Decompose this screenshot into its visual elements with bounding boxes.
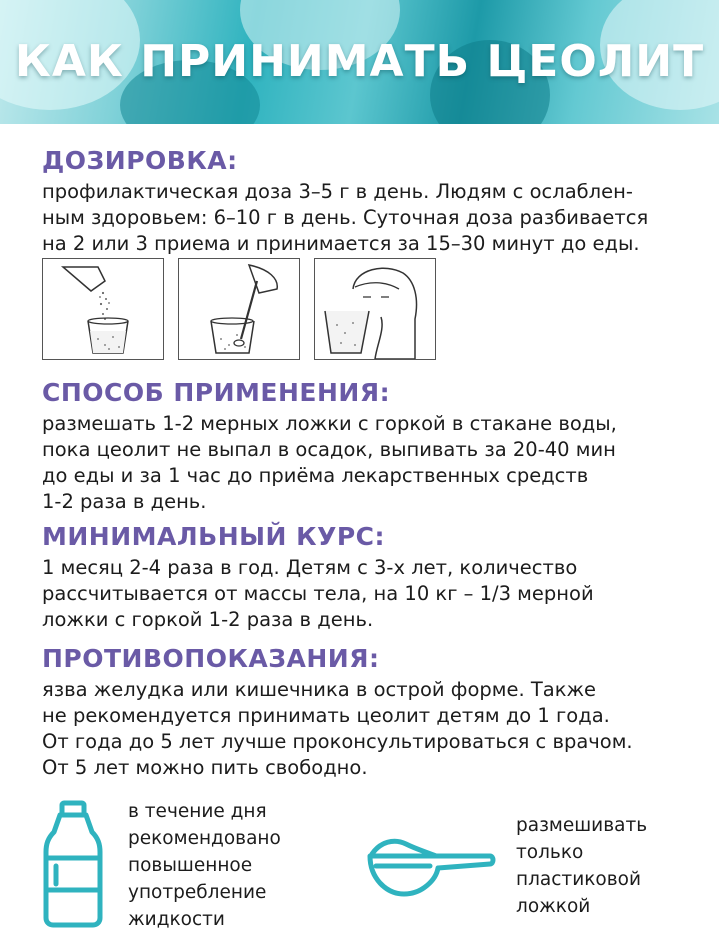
method-line: 1-2 раза в день. bbox=[42, 490, 207, 513]
method-line: размешать 1-2 мерных ложки с горкой в стакане воды, bbox=[42, 412, 617, 435]
dosage-heading: ДОЗИРОВКА: bbox=[42, 146, 238, 175]
tip-line: только bbox=[516, 842, 584, 863]
measuring-scoop-icon bbox=[366, 830, 496, 900]
course-line: 1 месяц 2-4 раза в год. Детям с 3-х лет, количество bbox=[42, 556, 578, 579]
method-section bbox=[42, 378, 699, 515]
dosage-line: профилактическая доза 3–5 г в день. Людям с ослаблен- bbox=[42, 180, 633, 203]
dosage-section bbox=[42, 146, 699, 257]
tip-line: пластиковой bbox=[516, 869, 641, 890]
page-title: КАК ПРИНИМАТЬ ЦЕОЛИТ bbox=[14, 36, 705, 87]
woman-drinking-icon bbox=[314, 258, 436, 360]
water-bottle-icon bbox=[42, 800, 104, 928]
contraindications-line: язва желудка или кишечника в острой форме. Также bbox=[42, 678, 597, 701]
tip-caption bbox=[516, 812, 647, 920]
contraindications-section bbox=[42, 644, 699, 781]
header-banner bbox=[0, 0, 719, 124]
tip-line: ложкой bbox=[516, 896, 591, 917]
tip-caption bbox=[128, 798, 281, 933]
pouring-sachet-icon bbox=[42, 258, 164, 360]
contraindications-line: От года до 5 лет лучше проконсультироваться с врачом. bbox=[42, 730, 633, 753]
course-section bbox=[42, 522, 699, 633]
tip-line: в течение дня bbox=[128, 801, 267, 822]
method-line: до еды и за 1 час до приёма лекарственных средств bbox=[42, 464, 589, 487]
tip-line: размешивать bbox=[516, 815, 648, 836]
contraindications-line: От 5 лет можно пить свободно. bbox=[42, 756, 368, 779]
dosage-line: ным здоровьем: 6–10 г в день. Суточная доза разбивается bbox=[42, 206, 649, 229]
course-line: рассчитывается от массы тела, на 10 кг – 1/3 мерной bbox=[42, 582, 594, 605]
dosage-line: на 2 или 3 приема и принимается за 15–30 минут до еды. bbox=[42, 232, 640, 255]
tip-line: повышенное bbox=[128, 855, 253, 876]
tip-line: употребление bbox=[128, 882, 267, 903]
course-line: ложки с горкой 1-2 раза в день. bbox=[42, 608, 374, 631]
tip-line: жидкости bbox=[128, 909, 225, 930]
contraindications-line: не рекомендуется принимать цеолит детям до 1 года. bbox=[42, 704, 610, 727]
tip-line: рекомендовано bbox=[128, 828, 281, 849]
method-heading: СПОСОБ ПРИМЕНЕНИЯ: bbox=[42, 378, 391, 407]
course-heading: МИНИМАЛЬНЫЙ КУРС: bbox=[42, 522, 386, 551]
stirring-spoon-icon bbox=[178, 258, 300, 360]
contraindications-heading: ПРОТИВОПОКАЗАНИЯ: bbox=[42, 644, 380, 673]
method-line: пока цеолит не выпал в осадок, выпивать за 20-40 мин bbox=[42, 438, 616, 461]
